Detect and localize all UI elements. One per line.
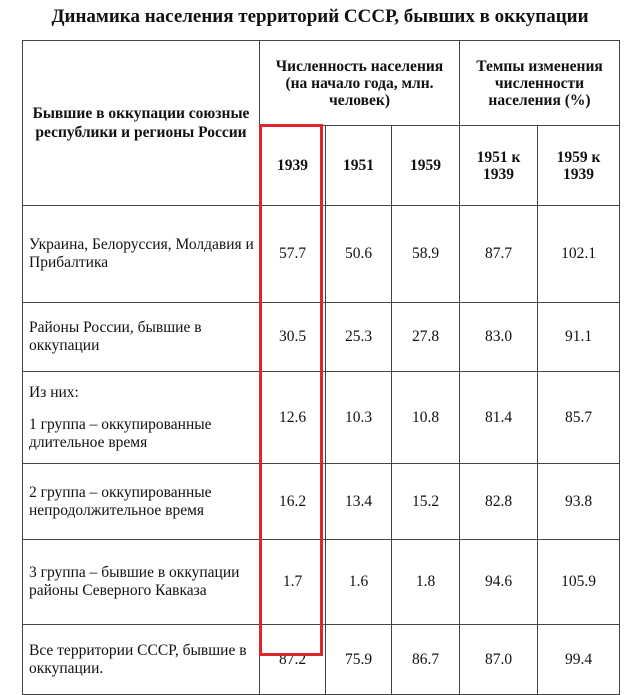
table-cell: 27.8	[392, 303, 460, 372]
table-cell: 57.7	[260, 206, 326, 303]
table-cell: 87.2	[260, 625, 326, 695]
table-cell: 105.9	[538, 540, 620, 625]
table-cell: 12.6	[260, 372, 326, 464]
table-cell: 10.3	[326, 372, 392, 464]
table-cell: 85.7	[538, 372, 620, 464]
table-cell: 83.0	[460, 303, 538, 372]
table-cell: 91.1	[538, 303, 620, 372]
row-label: Районы России, бывшие в оккупации	[23, 303, 260, 372]
table-row	[23, 540, 620, 625]
table-cell: 13.4	[326, 464, 392, 540]
table-cell: 58.9	[392, 206, 460, 303]
column-header: 1939	[260, 126, 326, 206]
table-cell: 82.8	[460, 464, 538, 540]
table-cell: 15.2	[392, 464, 460, 540]
table-cell: 25.3	[326, 303, 392, 372]
table-cell: 81.4	[460, 372, 538, 464]
column-header: 1951 к 1939	[460, 126, 538, 206]
table-row	[23, 372, 620, 464]
table-cell: 87.7	[460, 206, 538, 303]
row-label: Украина, Белоруссия, Молдавия и Прибалтика	[23, 206, 260, 303]
table-cell: 93.8	[538, 464, 620, 540]
row-label: 2 группа – оккупированные непродолжительное время	[23, 464, 260, 540]
row-label: Все территории СССР, бывшие в оккупации.	[23, 625, 260, 695]
row-label: Из них: 1 группа – оккупированные длительное время	[23, 372, 260, 464]
table-cell: 75.9	[326, 625, 392, 695]
table-row	[23, 464, 620, 540]
column-header: 1959	[392, 126, 460, 206]
table-cell: 1.7	[260, 540, 326, 625]
table-cell: 1.6	[326, 540, 392, 625]
population-group-header: Численность населения (на начало года, млн. человек)	[260, 41, 460, 126]
column-header: 1951	[326, 126, 392, 206]
table-cell: 50.6	[326, 206, 392, 303]
population-table	[22, 40, 620, 695]
row-label: 3 группа – бывшие в оккупации районы Северного Кавказа	[23, 540, 260, 625]
table-cell: 94.6	[460, 540, 538, 625]
table-cell: 30.5	[260, 303, 326, 372]
rates-group-header: Темпы изменения численности населения (%)	[460, 41, 620, 126]
column-header: 1959 к 1939	[538, 126, 620, 206]
table-cell: 10.8	[392, 372, 460, 464]
table-cell: 16.2	[260, 464, 326, 540]
table-title: Динамика населения территорий СССР, бывших в оккупации	[51, 6, 589, 27]
table-row	[23, 303, 620, 372]
table-row	[23, 625, 620, 695]
row-header: Бывшие в оккупации союзные республики и регионы России	[23, 41, 260, 206]
table-cell: 86.7	[392, 625, 460, 695]
table-cell: 102.1	[538, 206, 620, 303]
table-cell: 99.4	[538, 625, 620, 695]
table-row	[23, 206, 620, 303]
table-cell: 1.8	[392, 540, 460, 625]
table-cell: 87.0	[460, 625, 538, 695]
